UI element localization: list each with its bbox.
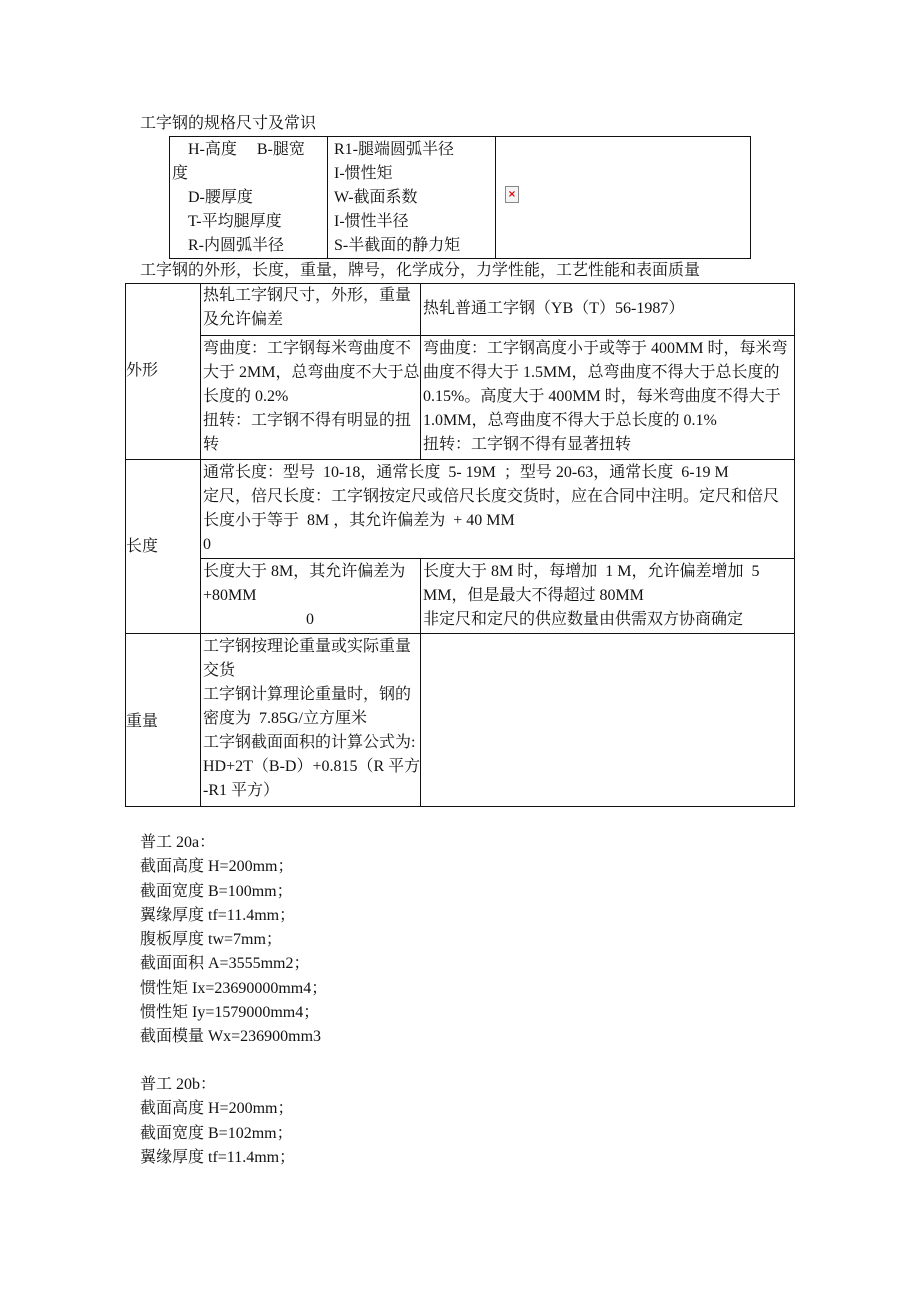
text-line: 热轧普通工字钢（YB（T）56-1987）	[423, 300, 685, 317]
weight-label-cell	[125, 633, 201, 807]
text-line: 及允许偏差	[203, 311, 284, 328]
text-line: 通常长度：型号 10-18，通常长度 5- 19M ；型号 20-63，通常长度 6-19 M	[203, 464, 729, 481]
weight-label: 重量	[126, 713, 159, 730]
text-line: 翼缘厚度 tf=11.4mm；	[140, 906, 296, 924]
weight-c2	[200, 633, 421, 807]
length-r2-c2	[200, 558, 421, 634]
spec-20a	[140, 831, 327, 1050]
spec-col1	[169, 136, 328, 259]
shape-r1-c2	[200, 283, 421, 336]
shape-label-cell	[125, 283, 201, 460]
text-line: W-截面系数	[334, 189, 418, 206]
text-line: I-惯性矩	[334, 165, 393, 182]
text-line: 定尺，倍尺长度：工字钢按定尺或倍尺长度交货时，应在合同中注明。定尺和倍尺	[203, 488, 780, 505]
text-line: 工字钢按理论重量或实际重量	[203, 638, 412, 655]
text-line: 工字钢计算理论重量时，钢的	[203, 686, 412, 703]
text-line: S-半截面的静力矩	[334, 237, 461, 254]
weight-c3	[420, 633, 795, 807]
heading-spec: 工字钢的规格尺寸及常识	[140, 115, 317, 132]
text-line: 普工 20a：	[140, 834, 216, 851]
text-line: 弯曲度：工字钢高度小于或等于 400MM 时，每米弯	[423, 340, 788, 357]
heading-properties: 工字钢的外形，长度，重量，牌号，化学成分，力学性能，工艺性能和表面质量	[140, 262, 701, 279]
shape-r1-c3	[420, 283, 795, 336]
text-line: 长度大于 8M 时，每增加 1 M，允许偏差增加 5	[423, 563, 760, 580]
text-line: 长度小于等于 8M ，其允许偏差为 + 40 MM	[203, 512, 515, 529]
text-line: 密度为 7.85G/立方厘米	[203, 710, 368, 727]
shape-label: 外形	[126, 362, 159, 379]
text-line: 长度大于 8M，其允许偏差为	[203, 563, 406, 580]
text-line: +80MM	[203, 587, 257, 604]
text-line: 惯性矩 Iy=1579000mm4；	[140, 1004, 320, 1022]
text-line: 转	[203, 436, 220, 453]
broken-image-icon: ×	[505, 186, 519, 203]
text-line: 翼缘厚度 tf=11.4mm；	[140, 1148, 296, 1166]
text-line: 截面宽度 B=102mm；	[140, 1124, 293, 1142]
text-line: 0	[203, 536, 211, 553]
text-line: -R1 平方）	[203, 782, 280, 799]
text-line: 扭转：工字钢不得有明显的扭	[203, 412, 412, 429]
shape-r2-c3	[420, 335, 795, 460]
text-line: 曲度不得大于 1.5MM，总弯曲度不得大于总长度的	[423, 364, 780, 381]
text-line: 交货	[203, 662, 236, 679]
text-line: 0	[306, 611, 314, 628]
length-label: 长度	[126, 538, 159, 555]
text-line: R-内圆弧半径	[172, 237, 285, 254]
text-line: 度	[172, 165, 189, 182]
text-line: 长度的 0.2%	[203, 388, 289, 405]
spec-20b	[140, 1073, 295, 1170]
length-r2-c3	[420, 558, 795, 634]
text-line: 热轧工字钢尺寸，外形，重量	[203, 287, 412, 304]
text-line: MM，但是最大不得超过 80MM	[423, 587, 644, 604]
text-line: H-高度 B-腿宽	[172, 141, 305, 158]
text-line: HD+2T（B-D）+0.815（R 平方	[203, 758, 421, 775]
text-line: 扭转：工字钢不得有显著扭转	[423, 436, 632, 453]
text-line: R1-腿端圆弧半径	[334, 141, 455, 158]
text-line: D-腰厚度	[172, 189, 253, 206]
text-line: I-惯性半径	[334, 213, 409, 230]
text-line: 普工 20b：	[140, 1076, 217, 1093]
spec-col2	[327, 136, 496, 259]
text-line: 大于 2MM，总弯曲度不大于总	[203, 364, 420, 381]
length-label-cell	[125, 459, 201, 634]
text-line: 1.0MM，总弯曲度不得大于总长度的 0.1%	[423, 412, 717, 429]
text-line: 截面高度 H=200mm；	[140, 1100, 294, 1118]
text-line: 0.15%。高度大于 400MM 时，每米弯曲度不得大于	[423, 388, 781, 405]
text-line: T-平均腿厚度	[172, 213, 282, 230]
text-line: 截面面积 A=3555mm2；	[140, 955, 310, 973]
spec-image-cell	[495, 136, 751, 259]
text-line: 弯曲度：工字钢每米弯曲度不	[203, 340, 412, 357]
shape-r2-c2	[200, 335, 421, 460]
text-line: 非定尺和定尺的供应数量由供需双方协商确定	[423, 611, 744, 628]
text-line: 工字钢截面面积的计算公式为:	[203, 734, 416, 751]
text-line: 腹板厚度 tw=7mm；	[140, 931, 282, 949]
length-r1	[200, 459, 795, 559]
text-line: 截面宽度 B=100mm；	[140, 882, 293, 900]
text-line: 惯性矩 Ix=23690000mm4；	[140, 979, 328, 997]
text-line: 截面高度 H=200mm；	[140, 858, 294, 876]
text-line: 截面模量 Wx=236900mm3	[140, 1028, 322, 1046]
